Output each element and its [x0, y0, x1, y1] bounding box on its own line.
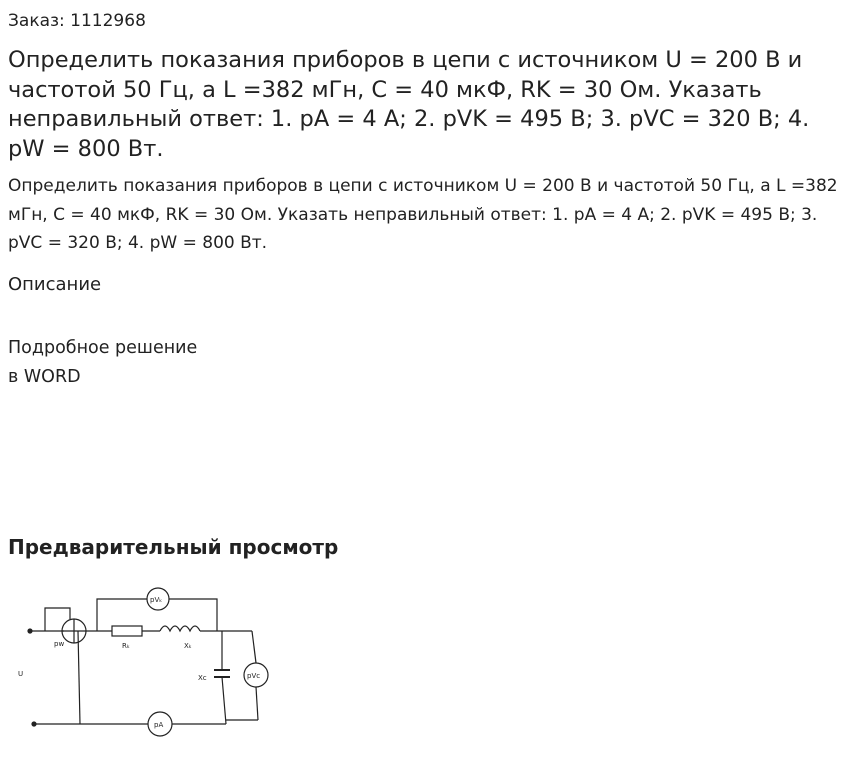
- description: [8, 334, 197, 392]
- order-number: Заказ: 1112968: [8, 11, 146, 31]
- circuit-diagram: [12, 582, 274, 738]
- wattmeter-label: pw: [54, 640, 65, 648]
- preview-title: Предварительный просмотр: [8, 535, 339, 559]
- source-label: U: [18, 670, 24, 678]
- resistor-label: Rₖ: [122, 642, 130, 650]
- description-line-1: Подробное решение: [8, 338, 198, 358]
- resistor-icon: [112, 626, 142, 636]
- voltmeter-k-label: pVₖ: [150, 596, 163, 604]
- description-label: Описание: [8, 274, 102, 295]
- voltmeter-c-label: pVc: [247, 672, 261, 680]
- inductor-icon: [160, 626, 200, 631]
- ammeter-label: pA: [154, 721, 164, 729]
- wattmeter-icon: [62, 619, 86, 643]
- task-text: Определить показания приборов в цепи с источником U = 200 В и частотой 50 Гц, а L =382 мГн, C = 40 мкФ, RK = 30 Ом. Указать неправильный ответ: 1. pA = 4 А; 2. pVK = 495 В; 3. pVC = 320 В; 4. pW = 800 Вт.: [8, 176, 838, 253]
- description-line-2: в WORD: [8, 367, 81, 387]
- capacitor-icon: [214, 670, 230, 677]
- inductor-label: Xₖ: [184, 642, 192, 650]
- capacitor-label: Xc: [198, 674, 207, 682]
- page-title: Определить показания приборов в цепи с источником U = 200 В и частотой 50 Гц, а L =382 мГн, C = 40 мкФ, RK = 30 Ом. Указать неправильный ответ: 1. pA = 4 А; 2. pVK = 495 В; 3. pVC = 320 В; 4. pW = 800 Вт.: [8, 47, 810, 162]
